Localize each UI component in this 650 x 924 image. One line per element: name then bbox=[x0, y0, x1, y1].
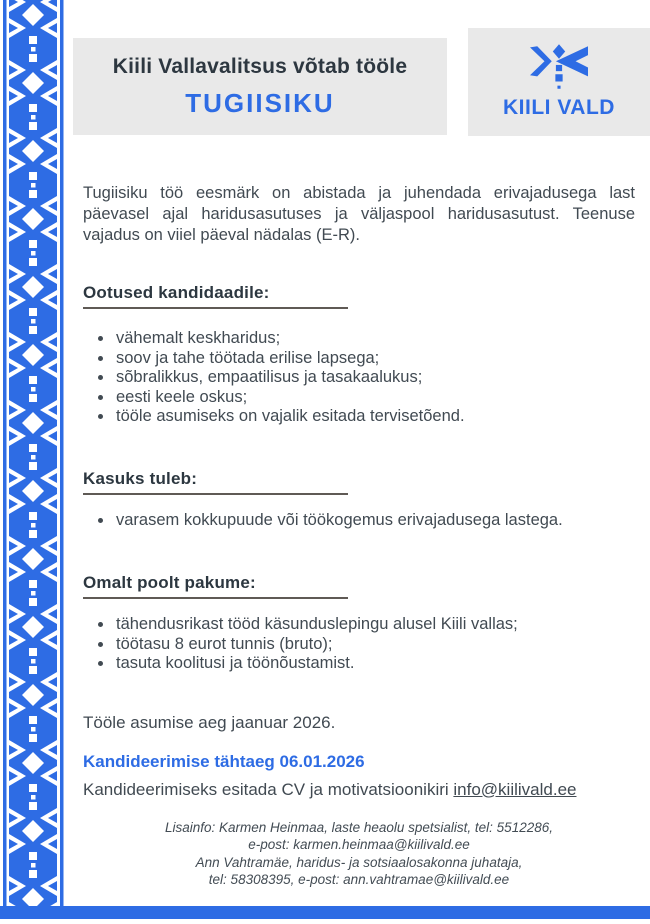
list-item: • tähendusrikast tööd käsunduslepingu alusel Kiili vallas; bbox=[114, 615, 635, 635]
logo-wordmark: KIILI VALD bbox=[503, 96, 615, 119]
page-title: Kiili Vallavalitsus võtab tööle bbox=[112, 54, 408, 78]
list-item: • vähemalt keskharidus; bbox=[114, 329, 635, 349]
contact-line: tel: 58308395, e-post: ann.vahtramae@kiilivald.ee bbox=[208, 872, 510, 887]
list-item: • tööle asumiseks on vajalik esitada tervisetõend. bbox=[114, 407, 635, 427]
email-link[interactable]: info@kiilivald.ee bbox=[453, 779, 577, 799]
contact-line: e-post: karmen.heinmaa@kiilivald.ee bbox=[248, 837, 470, 852]
application-deadline: Kandideerimise tähtaeg 06.01.2026 bbox=[83, 751, 365, 771]
contact-line: Ann Vahtramäe, haridus- ja sotsiaalosakonna juhataja, bbox=[195, 854, 523, 870]
list-item: • tasuta koolitusi ja töönõustamist. bbox=[114, 654, 635, 674]
folk-pattern-svg bbox=[0, 0, 67, 919]
folk-pattern-border bbox=[0, 0, 67, 919]
list-item: • eesti keele oskus; bbox=[114, 388, 635, 408]
list-item: • soov ja tahe töötada erilise lapsega; bbox=[114, 349, 635, 369]
section-heading-expectations: Ootused kandidaadile: bbox=[83, 283, 348, 309]
dragonfly-icon bbox=[530, 44, 588, 90]
expectations-list bbox=[83, 329, 635, 427]
list-item: • sõbralikkus, empaatilisus ja tasakaalukus; bbox=[114, 368, 635, 388]
advantage-list bbox=[83, 511, 635, 531]
bottom-accent-bar bbox=[0, 906, 650, 919]
section-heading-advantage: Kasuks tuleb: bbox=[83, 469, 348, 495]
contact-line: Lisainfo: Karmen Heinmaa, laste heaolu spetsialist, tel: 5512286, bbox=[165, 819, 553, 835]
intro-paragraph: Tugiisiku töö eesmärk on abistada ja juhendada erivajadusega last päevasel ajal haridusasutuses ja väljaspool haridusasutust. Teenuse vajadus on viiel päeval nädalas (E-R). bbox=[83, 184, 635, 244]
contact-info-block bbox=[83, 819, 635, 889]
header-title-box bbox=[73, 38, 447, 135]
start-date-line: Tööle asumise aeg jaanuar 2026. bbox=[83, 712, 336, 732]
apply-instructions bbox=[83, 780, 635, 800]
section-heading-offer: Omalt poolt pakume: bbox=[83, 573, 348, 599]
job-position-title: TUGIISIKU bbox=[185, 87, 335, 118]
list-item: • varasem kokkupuude või töökogemus erivajadusega lastega. bbox=[114, 511, 635, 531]
apply-text: Kandideerimiseks esitada CV ja motivatsioonikiri bbox=[83, 779, 454, 799]
main-content bbox=[83, 183, 635, 889]
logo-box bbox=[468, 28, 650, 136]
list-item: • töötasu 8 eurot tunnis (bruto); bbox=[114, 635, 635, 655]
offer-list bbox=[83, 615, 635, 674]
